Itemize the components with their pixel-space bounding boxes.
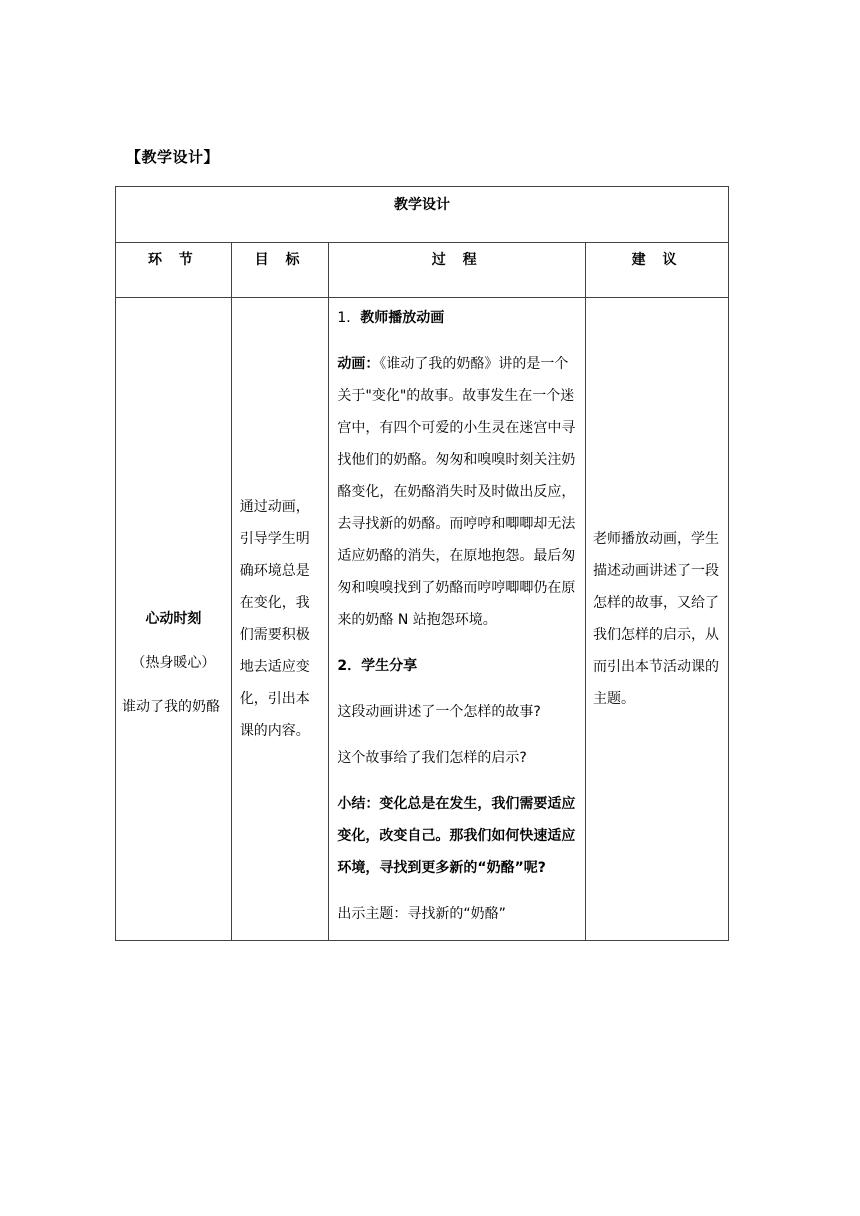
process-summary: 小结：变化总是在发生，我们需要适应变化，改变自己。那我们如何快速适应环境，寻找到更多新的“奶酪”呢? [337, 796, 576, 876]
stage-sub: （热身暖心） [131, 655, 216, 671]
advice-text: 老师播放动画，学生描述动画讲述了一段怎样的故事，又给了我们怎样的启示，从而引出本节活动课的主题。 [593, 531, 720, 707]
goal-text: 通过动画，引导学生明确环境总是在变化，我们需要积极地去适应变化，引出本课的内容。 [239, 499, 310, 739]
header-stage: 环 节 [116, 243, 232, 298]
stage-cell [116, 298, 232, 941]
table-header-row [116, 243, 729, 298]
stage-story: 谁动了我的奶酪 [122, 699, 220, 715]
step1-title: 教师播放动画 [360, 310, 445, 326]
teaching-design-table [115, 186, 729, 941]
table-title: 教学设计 [116, 187, 729, 243]
header-advice: 建 议 [586, 243, 729, 298]
process-theme: 出示主题：寻找新的“奶酪” [337, 906, 506, 922]
header-process: 过 程 [329, 243, 586, 298]
step1-num: 1． [337, 310, 361, 326]
process-question-1: 这段动画讲述了一个怎样的故事? [337, 704, 541, 720]
process-cell [329, 298, 586, 941]
process-animation [337, 348, 577, 636]
table-row [116, 298, 729, 941]
table-title-row [116, 187, 729, 243]
process-question-2: 这个故事给了我们怎样的启示? [337, 750, 527, 766]
advice-cell [586, 298, 729, 941]
process-step1 [337, 302, 577, 334]
header-goal: 目 标 [231, 243, 329, 298]
section-heading: 【教学设计】 [126, 148, 220, 166]
anim-label: 动画： [337, 356, 380, 372]
anim-text: 《谁动了我的奶酪》讲的是一个关于"变化"的故事。故事发生在一个迷宫中，有四个可爱的小生灵在迷宫中寻找他们的奶酪。匆匆和嗅嗅时刻关注奶酪变化，在奶酪消失时及时做出反应，去寻找新的奶酪。而哼哼和唧唧却无法适应奶酪的消失，在原地抱怨。最后匆匆和嗅嗅找到了奶酪而哼哼唧唧仍在原来的奶酪 N 站抱怨环境。 [337, 356, 576, 628]
process-step2: 2．学生分享 [337, 658, 418, 674]
stage-name: 心动时刻 [145, 611, 202, 627]
goal-cell [231, 298, 329, 941]
